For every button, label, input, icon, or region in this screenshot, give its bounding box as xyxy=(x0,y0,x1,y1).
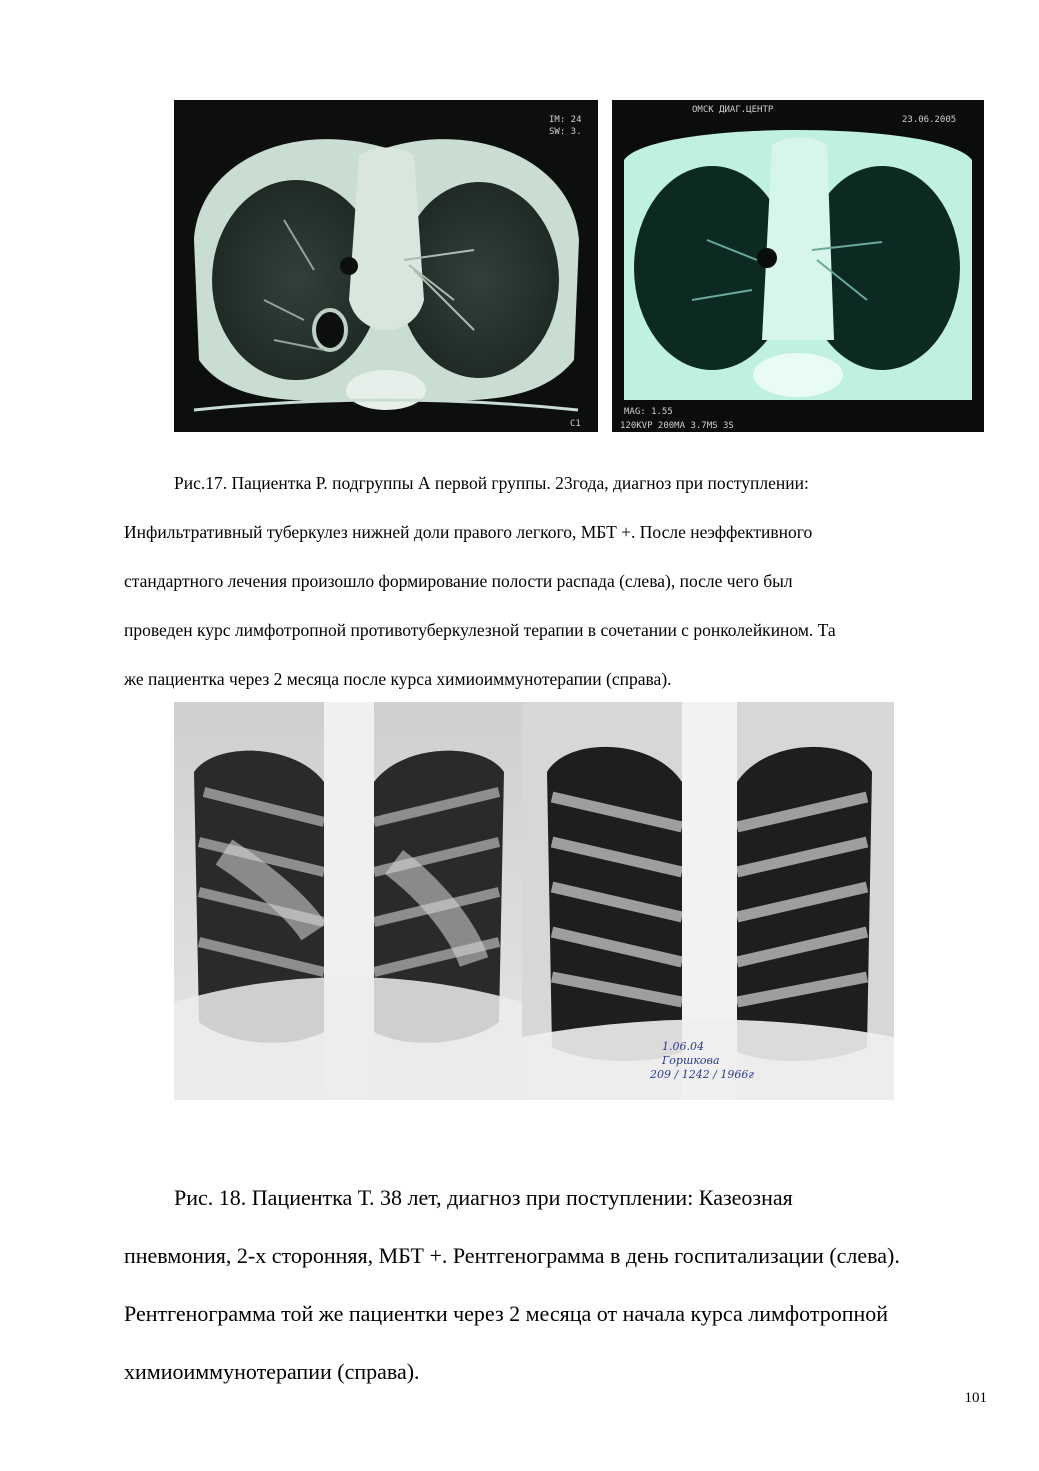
page-number: 101 xyxy=(964,1390,987,1406)
figure-18-caption xyxy=(124,1169,992,1401)
caption-line: пневмония, 2-х сторонняя, МБТ +. Рентгенограмма в день госпитализации (слева). xyxy=(124,1243,900,1268)
ct-right-overlay: MAG: 1.55 xyxy=(624,407,673,417)
xray-handwriting: 209 / 1242 / 1966г xyxy=(650,1068,754,1081)
ct-right-overlay: 23.06.2005 xyxy=(902,115,957,125)
caption-line: Рис.17. Пациентка Р. подгруппы А первой группы. 23года, диагноз при поступлении: xyxy=(174,473,809,493)
caption-line: проведен курс лимфотропной противотуберкулезной терапии в сочетании с ронколейкином. Та xyxy=(124,620,836,640)
caption-line: Рис. 18. Пациентка Т. 38 лет, диагноз при поступлении: Казеозная xyxy=(174,1185,793,1210)
caption-line: Инфильтративный туберкулез нижней доли правого легкого, МБТ +. После неэффективного xyxy=(124,522,813,542)
xray-left-image xyxy=(174,702,522,1100)
ct-left-overlay: IM: 24 xyxy=(549,115,582,125)
xray-handwriting: 1.06.04 xyxy=(662,1040,704,1053)
caption-line: стандартного лечения произошло формирование полости распада (слева), после чего был xyxy=(124,571,793,591)
ct-scan-right-image xyxy=(612,100,984,432)
ct-left-overlay: SW: 3. xyxy=(549,127,582,137)
ct-scan-left-image xyxy=(174,100,598,432)
caption-line: Рентгенограмма той же пациентки через 2 месяца от начала курса лимфотропной xyxy=(124,1301,889,1326)
ct-right-overlay: 120KVP 200MA 3.7MS 3S xyxy=(620,421,734,431)
xray-right-image xyxy=(522,702,894,1100)
xray-handwriting: Горшкова xyxy=(662,1054,720,1067)
caption-line: же пациентка через 2 месяца после курса химиоиммунотерапии (справа). xyxy=(124,669,672,689)
ct-left-overlay: C1 xyxy=(570,419,581,429)
caption-line: химиоиммунотерапии (справа). xyxy=(124,1359,420,1384)
figure-17-caption xyxy=(124,459,992,704)
ct-right-overlay: ОМСК ДИАГ.ЦЕНТР xyxy=(692,105,774,115)
